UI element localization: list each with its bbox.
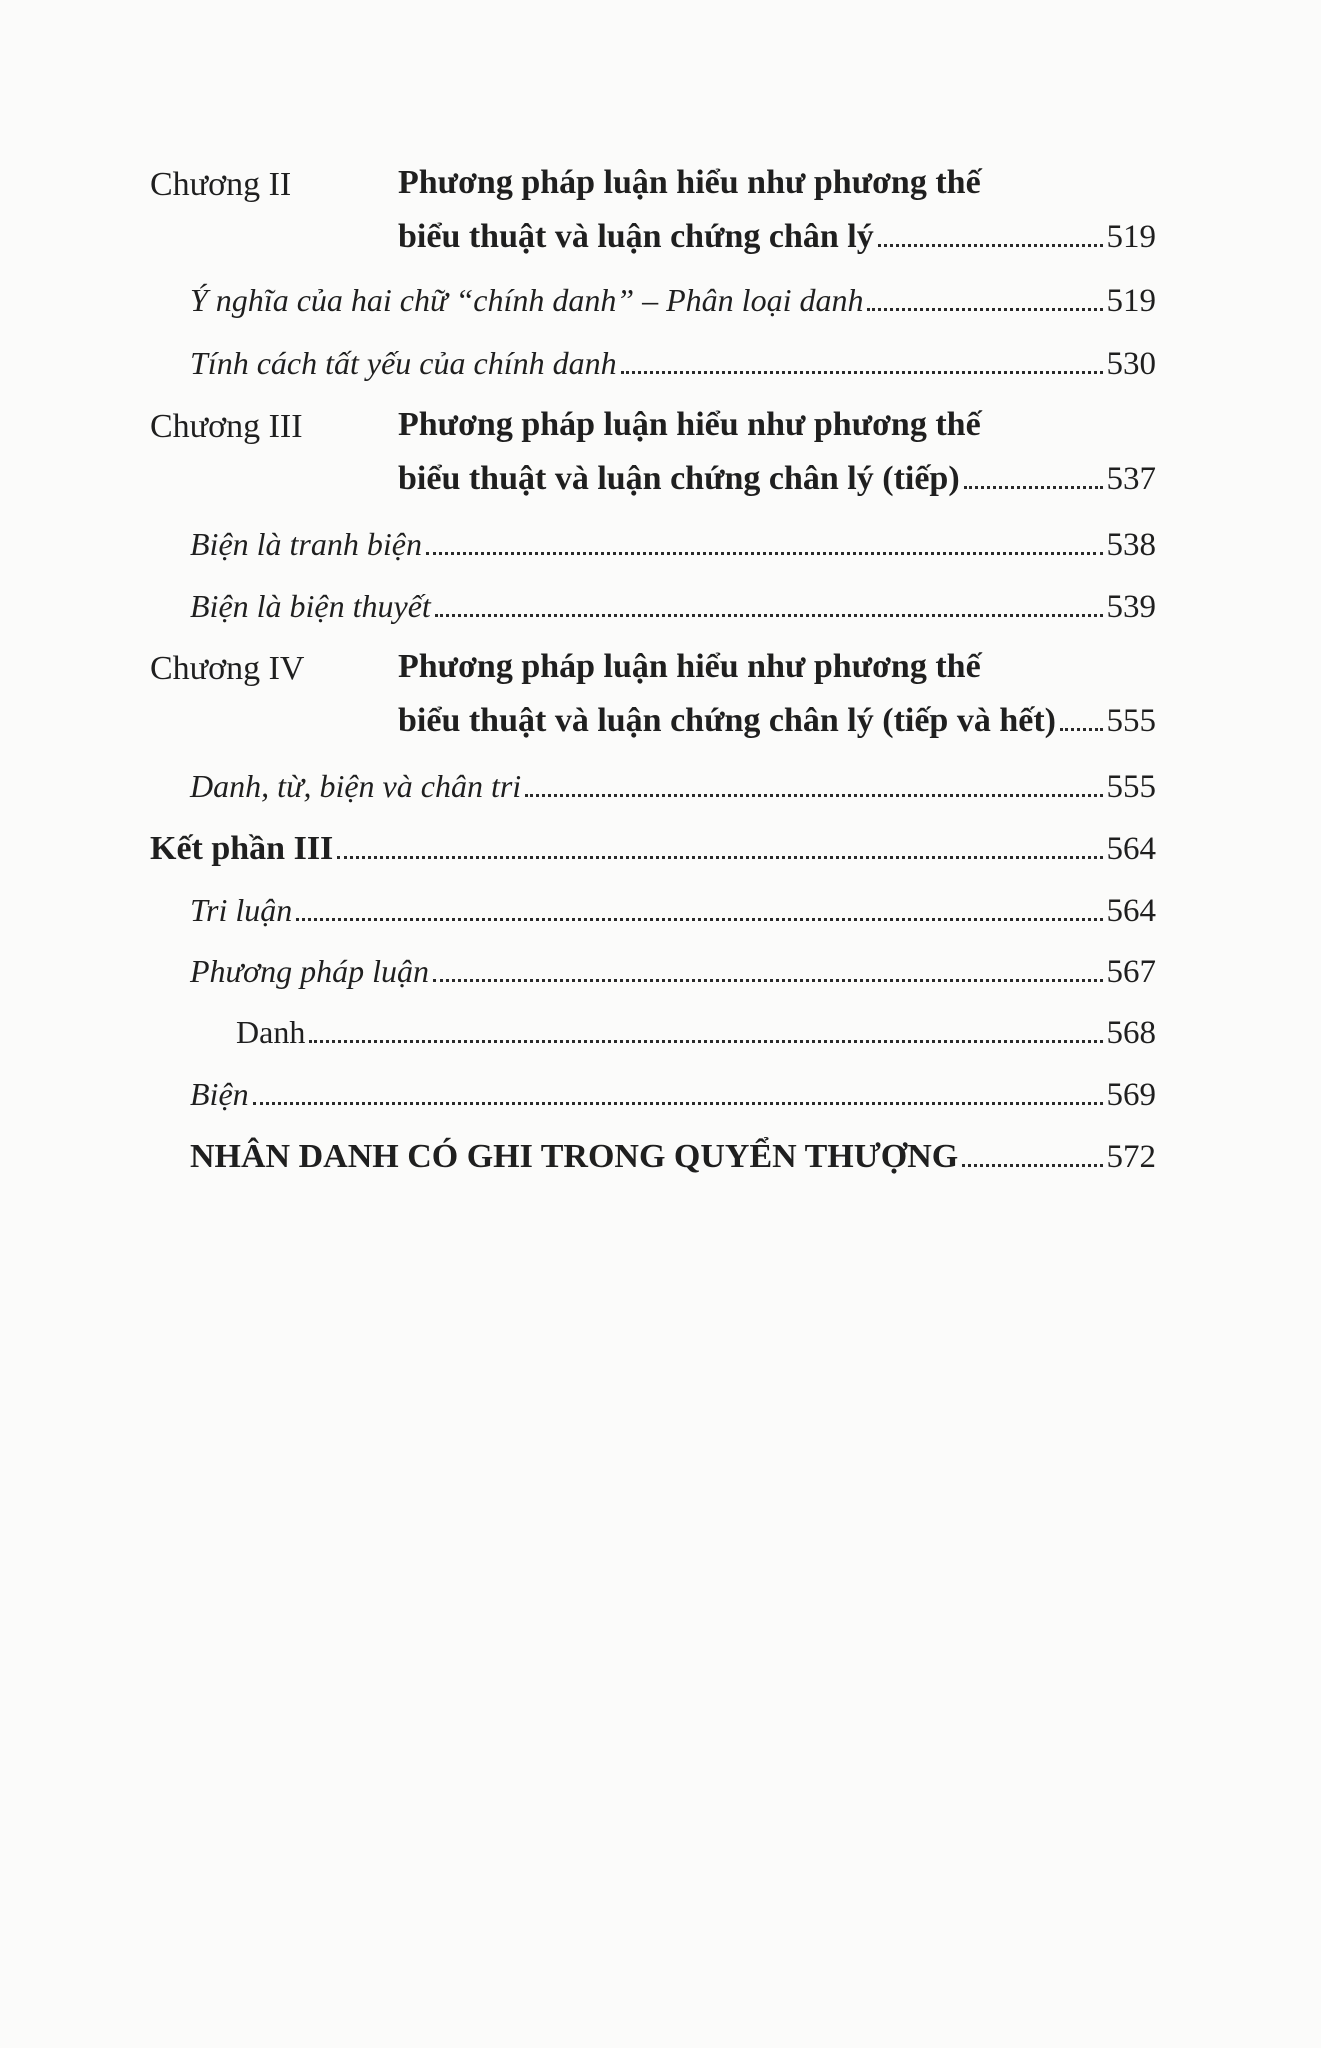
subsection-title: Danh (236, 1014, 306, 1050)
page-number: 569 (1106, 1077, 1156, 1113)
dot-leader (1060, 727, 1103, 731)
section-entry[interactable] (190, 588, 1156, 626)
page-number: 519 (1106, 283, 1156, 319)
dot-leader (525, 793, 1102, 797)
page-number: 537 (1106, 461, 1156, 497)
dot-leader (867, 307, 1102, 311)
section-entry[interactable] (190, 526, 1156, 564)
section-entry[interactable] (190, 768, 1156, 806)
dot-leader (433, 978, 1103, 982)
part-conclusion-entry[interactable] (150, 830, 1156, 868)
index-title: NHÂN DANH CÓ GHI TRONG QUYỂN THƯỢNG (190, 1138, 959, 1175)
dot-leader (435, 613, 1103, 617)
dot-leader (878, 243, 1103, 247)
page-number: 567 (1106, 954, 1156, 990)
page-number: 568 (1106, 1015, 1156, 1051)
dot-leader (309, 1039, 1102, 1043)
chapter-entry-iii[interactable] (398, 460, 1156, 498)
chapter-title-ii-line2: biểu thuật và luận chứng chân lý (398, 218, 874, 255)
section-entry[interactable] (190, 953, 1156, 991)
section-title: Phương pháp luận (190, 953, 429, 989)
chapter-title-iii-line2: biểu thuật và luận chứng chân lý (tiếp) (398, 460, 960, 497)
section-entry[interactable] (190, 892, 1156, 930)
chapter-label-iii: Chương III (150, 408, 303, 445)
chapter-entry-ii[interactable] (398, 218, 1156, 256)
section-title: Tính cách tất yếu của chính danh (190, 345, 617, 381)
page-number: 555 (1106, 703, 1156, 739)
dot-leader (296, 917, 1102, 921)
section-entry[interactable] (190, 1076, 1156, 1114)
chapter-title-iv-line1: Phương pháp luận hiểu như phương thế (398, 648, 981, 685)
page-number: 555 (1106, 769, 1156, 805)
dot-leader (253, 1101, 1103, 1105)
chapter-title-iii-line1: Phương pháp luận hiểu như phương thế (398, 406, 981, 443)
dot-leader (962, 1163, 1102, 1167)
page-number: 564 (1106, 831, 1156, 867)
page-number: 572 (1106, 1139, 1156, 1175)
chapter-label-iv: Chương IV (150, 650, 305, 687)
section-title: Danh, từ, biện và chân tri (190, 768, 522, 804)
section-title: Biện (190, 1076, 249, 1112)
part-conclusion-title: Kết phần III (150, 830, 334, 867)
chapter-title-ii-line1: Phương pháp luận hiểu như phương thế (398, 164, 981, 201)
chapter-label-ii: Chương II (150, 166, 292, 203)
section-title: Biện là biện thuyết (190, 588, 431, 624)
page-number: 539 (1106, 589, 1156, 625)
dot-leader (426, 551, 1103, 555)
section-title: Biện là tranh biện (190, 526, 422, 562)
section-entry[interactable] (190, 282, 1156, 320)
subsection-entry[interactable] (236, 1014, 1156, 1052)
section-title: Tri luận (190, 892, 293, 928)
page-number: 519 (1106, 219, 1156, 255)
dot-leader (337, 855, 1102, 859)
page-number: 564 (1106, 893, 1156, 929)
dot-leader (964, 485, 1103, 489)
section-title: Ý nghĩa của hai chữ “chính danh” – Phân loại danh (190, 282, 864, 318)
page-number: 538 (1106, 527, 1156, 563)
dot-leader (621, 370, 1103, 374)
page-number: 530 (1106, 346, 1156, 382)
chapter-title-iv-line2: biểu thuật và luận chứng chân lý (tiếp và hết) (398, 702, 1056, 739)
chapter-entry-iv[interactable] (398, 702, 1156, 740)
section-entry[interactable] (190, 345, 1156, 383)
index-entry[interactable] (190, 1138, 1156, 1176)
